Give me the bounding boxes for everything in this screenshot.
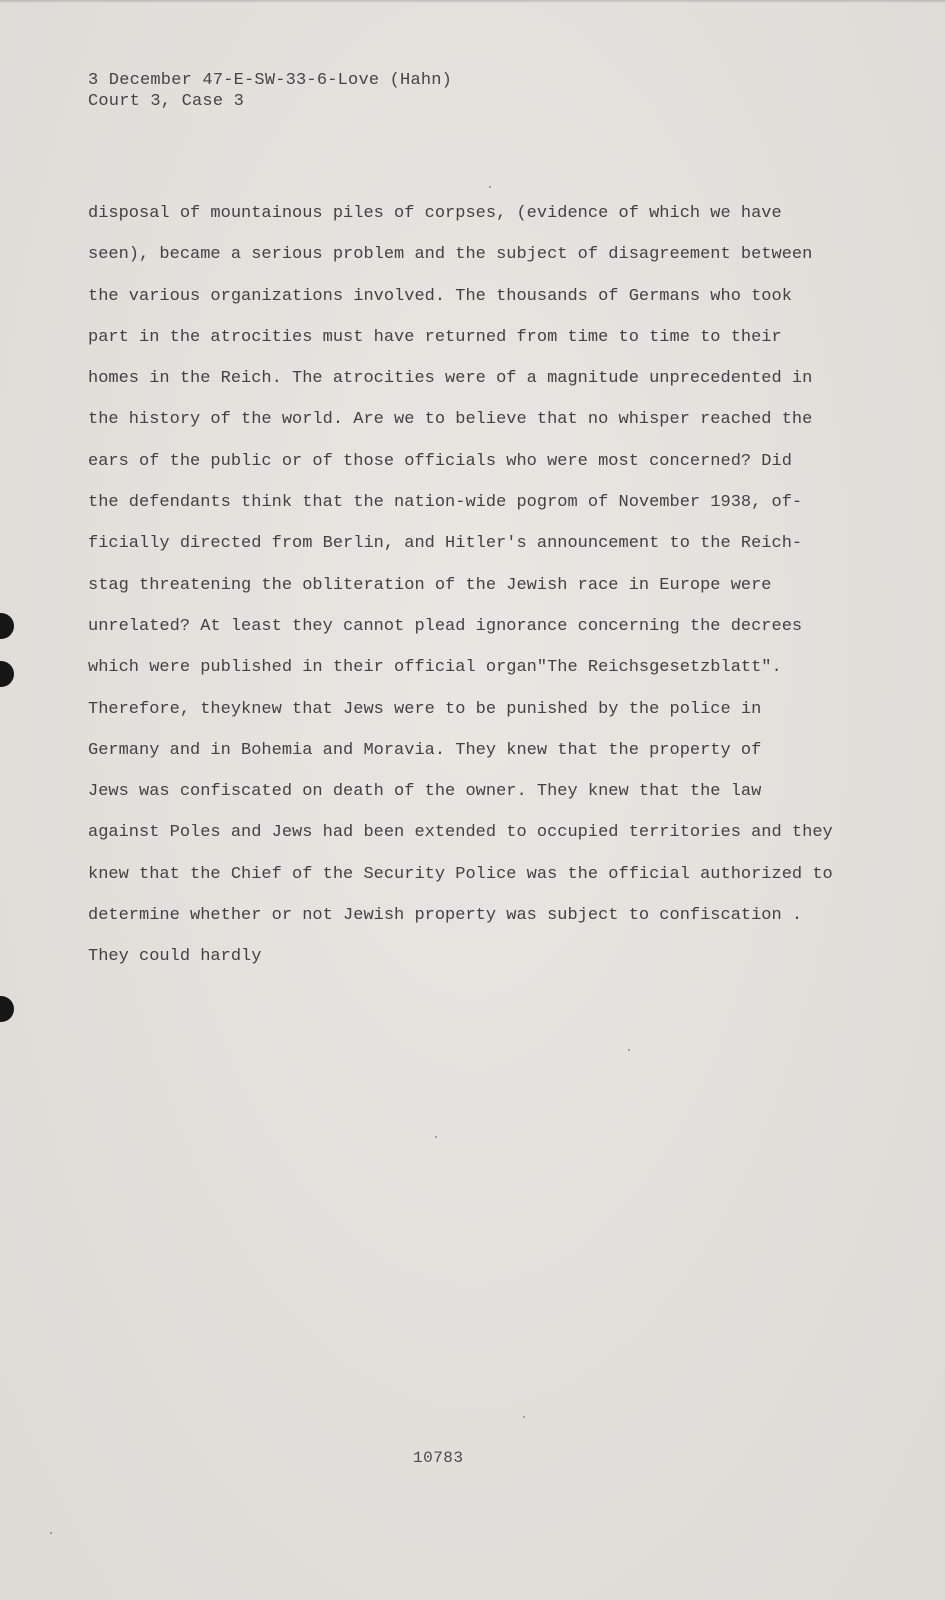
paper-speck [489, 186, 491, 188]
body-line: seen), became a serious problem and the subject of disagreement between [88, 245, 813, 265]
page-top-edge [0, 0, 945, 3]
page-number: 10783 [413, 1449, 464, 1467]
binder-hole [0, 661, 14, 687]
header-line-1: 3 December 47-E-SW-33-6-Love (Hahn) [88, 71, 453, 90]
body-line: which were published in their official organ"The Reichsgesetzblatt". [88, 658, 782, 678]
body-line: the history of the world. Are we to believe that no whisper reached the [88, 410, 813, 430]
body-line: Jews was confiscated on death of the owner. They knew that the law [88, 782, 762, 802]
header-line-2: Court 3, Case 3 [88, 92, 245, 111]
binder-hole [0, 996, 14, 1022]
body-line: unrelated? At least they cannot plead ignorance concerning the decrees [88, 616, 803, 636]
document-header [88, 70, 452, 112]
body-line: knew that the Chief of the Security Police was the official authorized to [88, 864, 833, 884]
paper-speck [435, 1136, 437, 1138]
body-line: Therefore, theyknew that Jews were to be punished by the police in [88, 699, 762, 719]
body-line: ears of the public or of those officials who were most concerned? Did [88, 451, 792, 471]
document-body [88, 193, 848, 978]
body-line: the various organizations involved. The thousands of Germans who took [88, 286, 792, 306]
body-line: homes in the Reich. The atrocities were of a magnitude unprecedented in [88, 369, 813, 389]
paper-speck [523, 1416, 525, 1418]
body-line: Germany and in Bohemia and Moravia. They knew that the property of [88, 740, 762, 760]
body-line: disposal of mountainous piles of corpses, (evidence of which we have [88, 204, 782, 223]
paper-speck [50, 1532, 52, 1534]
body-line: determine whether or not Jewish property was subject to confiscation . [88, 906, 803, 926]
body-line: They could hardly [88, 947, 262, 967]
body-line: part in the atrocities must have returned from time to time to their [88, 327, 782, 347]
paper-speck [628, 1049, 630, 1051]
body-line: against Poles and Jews had been extended to occupied territories and they [88, 823, 833, 843]
body-line: stag threatening the obliteration of the Jewish race in Europe were [88, 575, 772, 595]
body-line: the defendants think that the nation-wide pogrom of November 1938, of- [88, 493, 803, 513]
body-line: ficially directed from Berlin, and Hitler's announcement to the Reich- [88, 534, 803, 554]
binder-hole [0, 613, 14, 639]
